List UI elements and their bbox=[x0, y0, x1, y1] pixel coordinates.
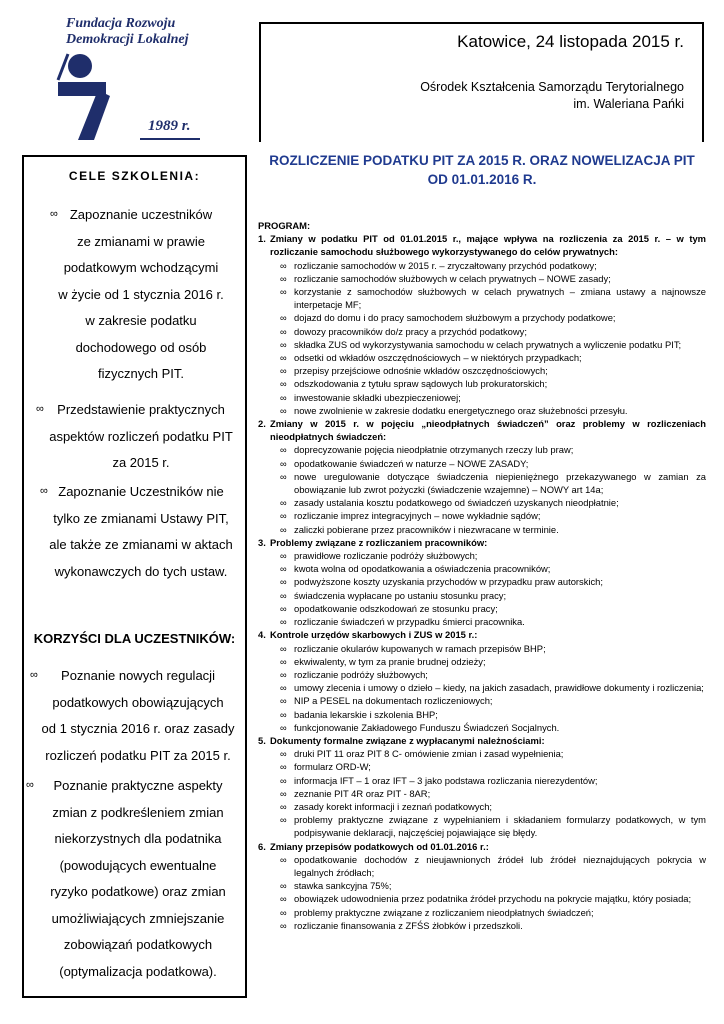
bullet-icon: ∞ bbox=[280, 800, 287, 812]
bullet-icon: ∞ bbox=[280, 457, 287, 469]
sidebar-bullet-icon: ∞ bbox=[26, 779, 34, 791]
list-item bbox=[270, 457, 706, 470]
bullet-icon: ∞ bbox=[280, 378, 287, 390]
list-item-text: druki PIT 11 oraz PIT 8 C- omówienie zmian i zasad wypełnienia; bbox=[294, 748, 564, 760]
program-section bbox=[258, 536, 706, 628]
list-item-text: rozliczanie okularów kupowanych w ramach przepisów BHP; bbox=[294, 642, 546, 654]
program-section bbox=[258, 628, 706, 734]
foundation-logo bbox=[40, 14, 240, 144]
list-item bbox=[270, 760, 706, 773]
section-title: Zmiany przepisów podatkowych od 01.01.2016 r.: bbox=[270, 840, 489, 852]
list-item-text: zasady korekt informacji i zeznań podatkowych; bbox=[294, 800, 493, 812]
list-item-text: NIP a PESEL na dokumentach rozliczeniowych; bbox=[294, 695, 493, 707]
benefits-item-line: podatkowych obowiązujących bbox=[52, 694, 224, 710]
list-item-text: składka ZUS od wykorzystywania samochodu w celach prywatnych a wyliczenie podatku PIT; bbox=[294, 338, 682, 350]
goals-item-line: ze zmianami w prawie bbox=[77, 233, 205, 249]
section-title: Dokumenty formalne związane z wypłacanymi należnościami: bbox=[270, 734, 545, 746]
list-item bbox=[270, 391, 706, 404]
list-item-text: prawidłowe rozliczanie podróży służbowych; bbox=[294, 550, 478, 562]
list-item-text: dojazd do domu i do pracy samochodem służbowym a przychody podatkowe; bbox=[294, 312, 616, 324]
goals-item-line: Zapoznanie Uczestników nie bbox=[58, 484, 224, 499]
goals-item-line: wykonawczych do tych ustaw. bbox=[54, 563, 228, 579]
bullet-icon: ∞ bbox=[280, 470, 287, 482]
bullet-icon: ∞ bbox=[280, 391, 287, 403]
list-item-text: rozliczanie imprez integracyjnych – nowe wykładnie sądów; bbox=[294, 510, 541, 522]
logo-name-line1: Fundacja Rozwoju bbox=[66, 16, 176, 31]
goals-item-line: za 2015 r. bbox=[112, 455, 170, 470]
header-date: Katowice, 24 listopada 2015 r. bbox=[457, 32, 684, 51]
benefits-item-line: zobowiązań podatkowych bbox=[63, 937, 213, 952]
bullet-icon: ∞ bbox=[280, 602, 287, 614]
bullet-icon: ∞ bbox=[280, 563, 287, 575]
list-item-text: kwota wolna od opodatkowania a oświadczenia pracowników; bbox=[294, 563, 551, 575]
title-line2: OD 01.01.2016 R. bbox=[427, 172, 537, 187]
program-section bbox=[258, 232, 706, 417]
list-item bbox=[270, 496, 706, 509]
benefits-item-line: ryzyko podatkowe) oraz zmian bbox=[50, 884, 226, 899]
bullet-icon: ∞ bbox=[280, 721, 287, 733]
list-item bbox=[270, 311, 706, 324]
benefits-item-line: umożliwiających zmniejszanie bbox=[51, 910, 225, 926]
bullet-icon: ∞ bbox=[280, 352, 287, 364]
bullet-icon: ∞ bbox=[280, 272, 287, 284]
section-title: Kontrole urzędów skarbowych i ZUS w 2015 r.: bbox=[270, 629, 478, 641]
title-line1: ROZLICZENIE PODATKU PIT ZA 2015 R. ORAZ NOWELIZACJA PIT bbox=[269, 153, 695, 168]
list-item-text: stawka sankcyjna 75%; bbox=[294, 880, 392, 892]
list-item-text: nowe uregulowanie dotyczące świadczenia niepieniężnego przekazywanego w zamian za obowiązanie lub zwrot pożyczki (świadczenie wzajemne) – NOWY art 14a; bbox=[294, 470, 706, 496]
list-item bbox=[270, 549, 706, 562]
list-item bbox=[270, 602, 706, 615]
list-item bbox=[270, 694, 706, 707]
bullet-icon: ∞ bbox=[280, 906, 287, 918]
goals-item-line: aspektów rozliczeń podatku PIT bbox=[49, 428, 233, 444]
logo-figure-icon bbox=[48, 50, 118, 140]
list-item bbox=[270, 681, 706, 694]
bullet-icon: ∞ bbox=[280, 655, 287, 667]
list-item-text: badania lekarskie i szkolenia BHP; bbox=[294, 708, 438, 720]
list-item-text: przepisy przejściowe odnośnie wkładów oszczędnościowych; bbox=[294, 365, 548, 377]
list-item-text: funkcjonowanie Zakładowego Funduszu Świadczeń Socjalnych. bbox=[294, 721, 560, 733]
benefits-item-line: (optymalizacja podatkowa). bbox=[59, 963, 217, 979]
list-item bbox=[270, 906, 706, 919]
bullet-icon: ∞ bbox=[280, 510, 287, 522]
section-number: 2. bbox=[258, 418, 266, 430]
bullet-icon: ∞ bbox=[280, 286, 287, 298]
list-item bbox=[270, 642, 706, 655]
bullet-icon: ∞ bbox=[280, 444, 287, 456]
list-item-text: rozliczanie podróży służbowych; bbox=[294, 668, 428, 680]
benefits-item-line: Poznanie praktyczne aspekty bbox=[53, 778, 223, 793]
bullet-icon: ∞ bbox=[280, 259, 287, 271]
list-item bbox=[270, 721, 706, 734]
list-item bbox=[270, 747, 706, 760]
bullet-icon: ∞ bbox=[280, 589, 287, 601]
bullet-icon: ∞ bbox=[280, 748, 287, 760]
list-item bbox=[270, 377, 706, 390]
list-item-text: opodatkowanie dochodów z nieujawnionych źródeł lub źródeł nieznajdujących pokrycia w legalnych źródłach; bbox=[294, 853, 706, 878]
list-item bbox=[270, 787, 706, 800]
list-item bbox=[270, 892, 706, 905]
list-item-text: rozliczanie finansowania z ZFŚS żłobków i przedszkoli. bbox=[294, 919, 523, 931]
list-item bbox=[270, 338, 706, 351]
bullet-icon: ∞ bbox=[280, 325, 287, 337]
bullet-icon: ∞ bbox=[280, 404, 287, 416]
list-item bbox=[270, 325, 706, 338]
list-item bbox=[270, 589, 706, 602]
list-item-text: umowy zlecenia i umowy o dzieło – kiedy, na jakich zasadach, prawidłowe dokumenty i rozliczenia; bbox=[294, 682, 704, 694]
bullet-icon: ∞ bbox=[280, 774, 287, 786]
benefits-item-line: Poznanie nowych regulacji bbox=[61, 668, 215, 683]
list-item bbox=[270, 879, 706, 892]
bullet-icon: ∞ bbox=[280, 919, 287, 931]
program-section bbox=[258, 840, 706, 932]
list-item-text: obowiązek udowodnienia przez podatnika źródeł przychodu na pokrycie majątku, który posiada; bbox=[294, 893, 692, 905]
section-number: 4. bbox=[258, 629, 266, 641]
goals-item-line: Zapoznanie uczestników bbox=[69, 207, 213, 222]
goals-item-line: w życie od 1 stycznia 2016 r. bbox=[58, 286, 224, 302]
section-title: Zmiany w podatku PIT od 01.01.2015 r., mające wpływa na rozliczenia za 2015 r. – w tym rozliczanie samochodu służbowego wykorzystywanego do celów prywatnych: bbox=[270, 233, 706, 258]
section-number: 6. bbox=[258, 840, 266, 852]
list-item-text: korzystanie z samochodów służbowych w celach prywatnych – zmiana ustawy a najnowsze interpetacje MF; bbox=[294, 286, 706, 311]
bullet-icon: ∞ bbox=[280, 497, 287, 509]
list-item bbox=[270, 813, 706, 839]
list-item bbox=[270, 404, 706, 417]
list-item-text: nowe zwolnienie w zakresie dodatku energetycznego oraz służebności przesyłu. bbox=[294, 404, 628, 416]
list-item bbox=[270, 708, 706, 721]
bullet-icon: ∞ bbox=[280, 365, 287, 377]
sidebar-bullet-icon: ∞ bbox=[30, 669, 38, 681]
benefits-item-line: (powodujących ewentualne bbox=[59, 857, 217, 873]
benefits-item-line: rozliczeń podatku PIT za 2015 r. bbox=[45, 747, 231, 763]
list-item bbox=[270, 562, 706, 575]
list-item bbox=[270, 853, 706, 879]
list-item-text: problemy praktyczne związane z wypełnianiem i składaniem formularzy podatkowych, w tym podpisywanie deklaracji, najczęściej pojawiające się błędy. bbox=[294, 814, 706, 839]
list-item bbox=[270, 351, 706, 364]
logo-name bbox=[66, 16, 189, 48]
list-item bbox=[270, 575, 706, 588]
bullet-icon: ∞ bbox=[280, 312, 287, 324]
header-box bbox=[259, 22, 704, 142]
bullet-icon: ∞ bbox=[280, 893, 287, 905]
list-item bbox=[270, 259, 706, 272]
list-item bbox=[270, 443, 706, 456]
list-item bbox=[270, 615, 706, 628]
bullet-icon: ∞ bbox=[280, 682, 287, 694]
bullet-icon: ∞ bbox=[280, 695, 287, 707]
list-item-text: odsetki od wkładów oszczędnościowych – w niektórych przypadkach; bbox=[294, 352, 582, 364]
bullet-icon: ∞ bbox=[280, 668, 287, 680]
bullet-icon: ∞ bbox=[280, 814, 287, 826]
goals-item-line: tylko ze zmianami Ustawy PIT, bbox=[53, 510, 229, 526]
list-item-text: zaliczki pobierane przez pracowników i niezwracane w terminie. bbox=[294, 523, 559, 535]
list-item-text: formularz ORD-W; bbox=[294, 761, 371, 773]
bullet-icon: ∞ bbox=[280, 880, 287, 892]
section-number: 5. bbox=[258, 734, 266, 746]
bullet-icon: ∞ bbox=[280, 853, 287, 865]
list-item bbox=[270, 470, 706, 496]
list-item-text: dowozy pracowników do/z pracy a przychód podatkowy; bbox=[294, 325, 527, 337]
sidebar-bullet-icon: ∞ bbox=[50, 208, 58, 220]
section-title: Problemy związane z rozliczaniem pracowników: bbox=[270, 536, 488, 548]
program-sections bbox=[258, 232, 706, 932]
list-item-text: opodatkowanie świadczeń w naturze – NOWE ZASADY; bbox=[294, 457, 529, 469]
bullet-icon: ∞ bbox=[280, 642, 287, 654]
list-item bbox=[270, 364, 706, 377]
list-item-text: rozliczanie samochodów służbowych w celach prywatnych – NOWE zasady; bbox=[294, 272, 611, 284]
header-org-line2: im. Waleriana Pańki bbox=[573, 97, 684, 111]
list-item bbox=[270, 800, 706, 813]
logo-underline bbox=[140, 138, 200, 140]
bullet-icon: ∞ bbox=[280, 761, 287, 773]
list-item bbox=[270, 655, 706, 668]
list-item-text: świadczenia wypłacane po ustaniu stosunku pracy; bbox=[294, 589, 507, 601]
benefits-item-line: od 1 stycznia 2016 r. oraz zasady bbox=[41, 721, 235, 736]
section-number: 1. bbox=[258, 233, 266, 245]
list-item-text: problemy praktyczne związane z rozliczaniem nieodpłatnych świadczeń; bbox=[294, 906, 594, 918]
list-item-text: rozliczanie świadczeń w przypadku śmierci pracownika. bbox=[294, 616, 525, 628]
list-item bbox=[270, 509, 706, 522]
bullet-icon: ∞ bbox=[280, 576, 287, 588]
bullet-icon: ∞ bbox=[280, 550, 287, 562]
program-section bbox=[258, 417, 706, 536]
bullet-icon: ∞ bbox=[280, 338, 287, 350]
program-section bbox=[258, 734, 706, 840]
list-item-text: zeznanie PIT 4R oraz PIT - 8AR; bbox=[294, 787, 431, 799]
bullet-icon: ∞ bbox=[280, 708, 287, 720]
logo-year: 1989 r. bbox=[148, 118, 191, 134]
goals-item-line: dochodowego od osób bbox=[75, 339, 207, 355]
list-item-text: zasady ustalania kosztu podatkowego od świadczeń uzyskanych nieodpłatnie; bbox=[294, 497, 619, 509]
bullet-icon: ∞ bbox=[280, 523, 287, 535]
logo-name-line2: Demokracji Lokalnej bbox=[66, 32, 189, 47]
list-item-text: podwyższone koszty uzyskania przychodów w przypadku praw autorskich; bbox=[294, 576, 603, 588]
list-item bbox=[270, 668, 706, 681]
goals-item-line: w zakresie podatku bbox=[85, 313, 197, 328]
goals-item-line: fizycznych PIT. bbox=[98, 366, 184, 381]
list-item-text: ekwiwalenty, w tym za pranie brudnej odzieży; bbox=[294, 655, 486, 667]
goals-item-line: ale także ze zmianami w aktach bbox=[49, 537, 233, 552]
list-item bbox=[270, 774, 706, 787]
program-label: PROGRAM: bbox=[258, 220, 311, 231]
list-item bbox=[270, 523, 706, 536]
list-item bbox=[270, 919, 706, 932]
benefits-item-line: zmian z podkreśleniem zmian bbox=[52, 804, 224, 820]
goals-item-line: podatkowym wchodzącymi bbox=[63, 260, 219, 275]
goals-item-line: Przedstawienie praktycznych bbox=[57, 402, 225, 417]
benefits-item-line: niekorzystnych dla podatnika bbox=[54, 831, 222, 846]
list-item-text: doprecyzowanie pojęcia nieodpłatnie otrzymanych rzeczy lub praw; bbox=[294, 444, 574, 456]
document-title bbox=[256, 151, 708, 189]
list-item-text: odszkodowania z tytułu spraw sądowych lub prokuratorskich; bbox=[294, 378, 548, 390]
sidebar-box bbox=[22, 155, 247, 998]
list-item bbox=[270, 272, 706, 285]
list-item bbox=[270, 285, 706, 311]
goals-heading: CELE SZKOLENIA: bbox=[68, 169, 201, 183]
list-item-text: informacja IFT – 1 oraz IFT – 3 jako podstawa rozliczania nierezydentów; bbox=[294, 774, 598, 786]
bullet-icon: ∞ bbox=[280, 616, 287, 628]
program bbox=[258, 219, 706, 932]
benefits-heading: KORZYŚCI DLA UCZESTNIKÓW: bbox=[33, 631, 236, 646]
section-number: 3. bbox=[258, 536, 266, 548]
header-org-line1: Ośrodek Kształcenia Samorządu Terytorialnego bbox=[420, 80, 684, 94]
sidebar-bullet-icon: ∞ bbox=[40, 485, 48, 497]
list-item-text: inwestowanie składki ubezpieczeniowej; bbox=[294, 391, 461, 403]
list-item-text: opodatkowanie odszkodowań ze stosunku pracy; bbox=[294, 602, 498, 614]
sidebar-bullet-icon: ∞ bbox=[36, 403, 44, 415]
section-title: Zmiany w 2015 r. w pojęciu „nieodpłatnych świadczeń” oraz problemy w rozliczeniach nieodpłatnych świadczeń: bbox=[270, 418, 706, 443]
bullet-icon: ∞ bbox=[280, 787, 287, 799]
list-item-text: rozliczanie samochodów w 2015 r. – zryczałtowany przychód podatkowy; bbox=[294, 259, 597, 271]
